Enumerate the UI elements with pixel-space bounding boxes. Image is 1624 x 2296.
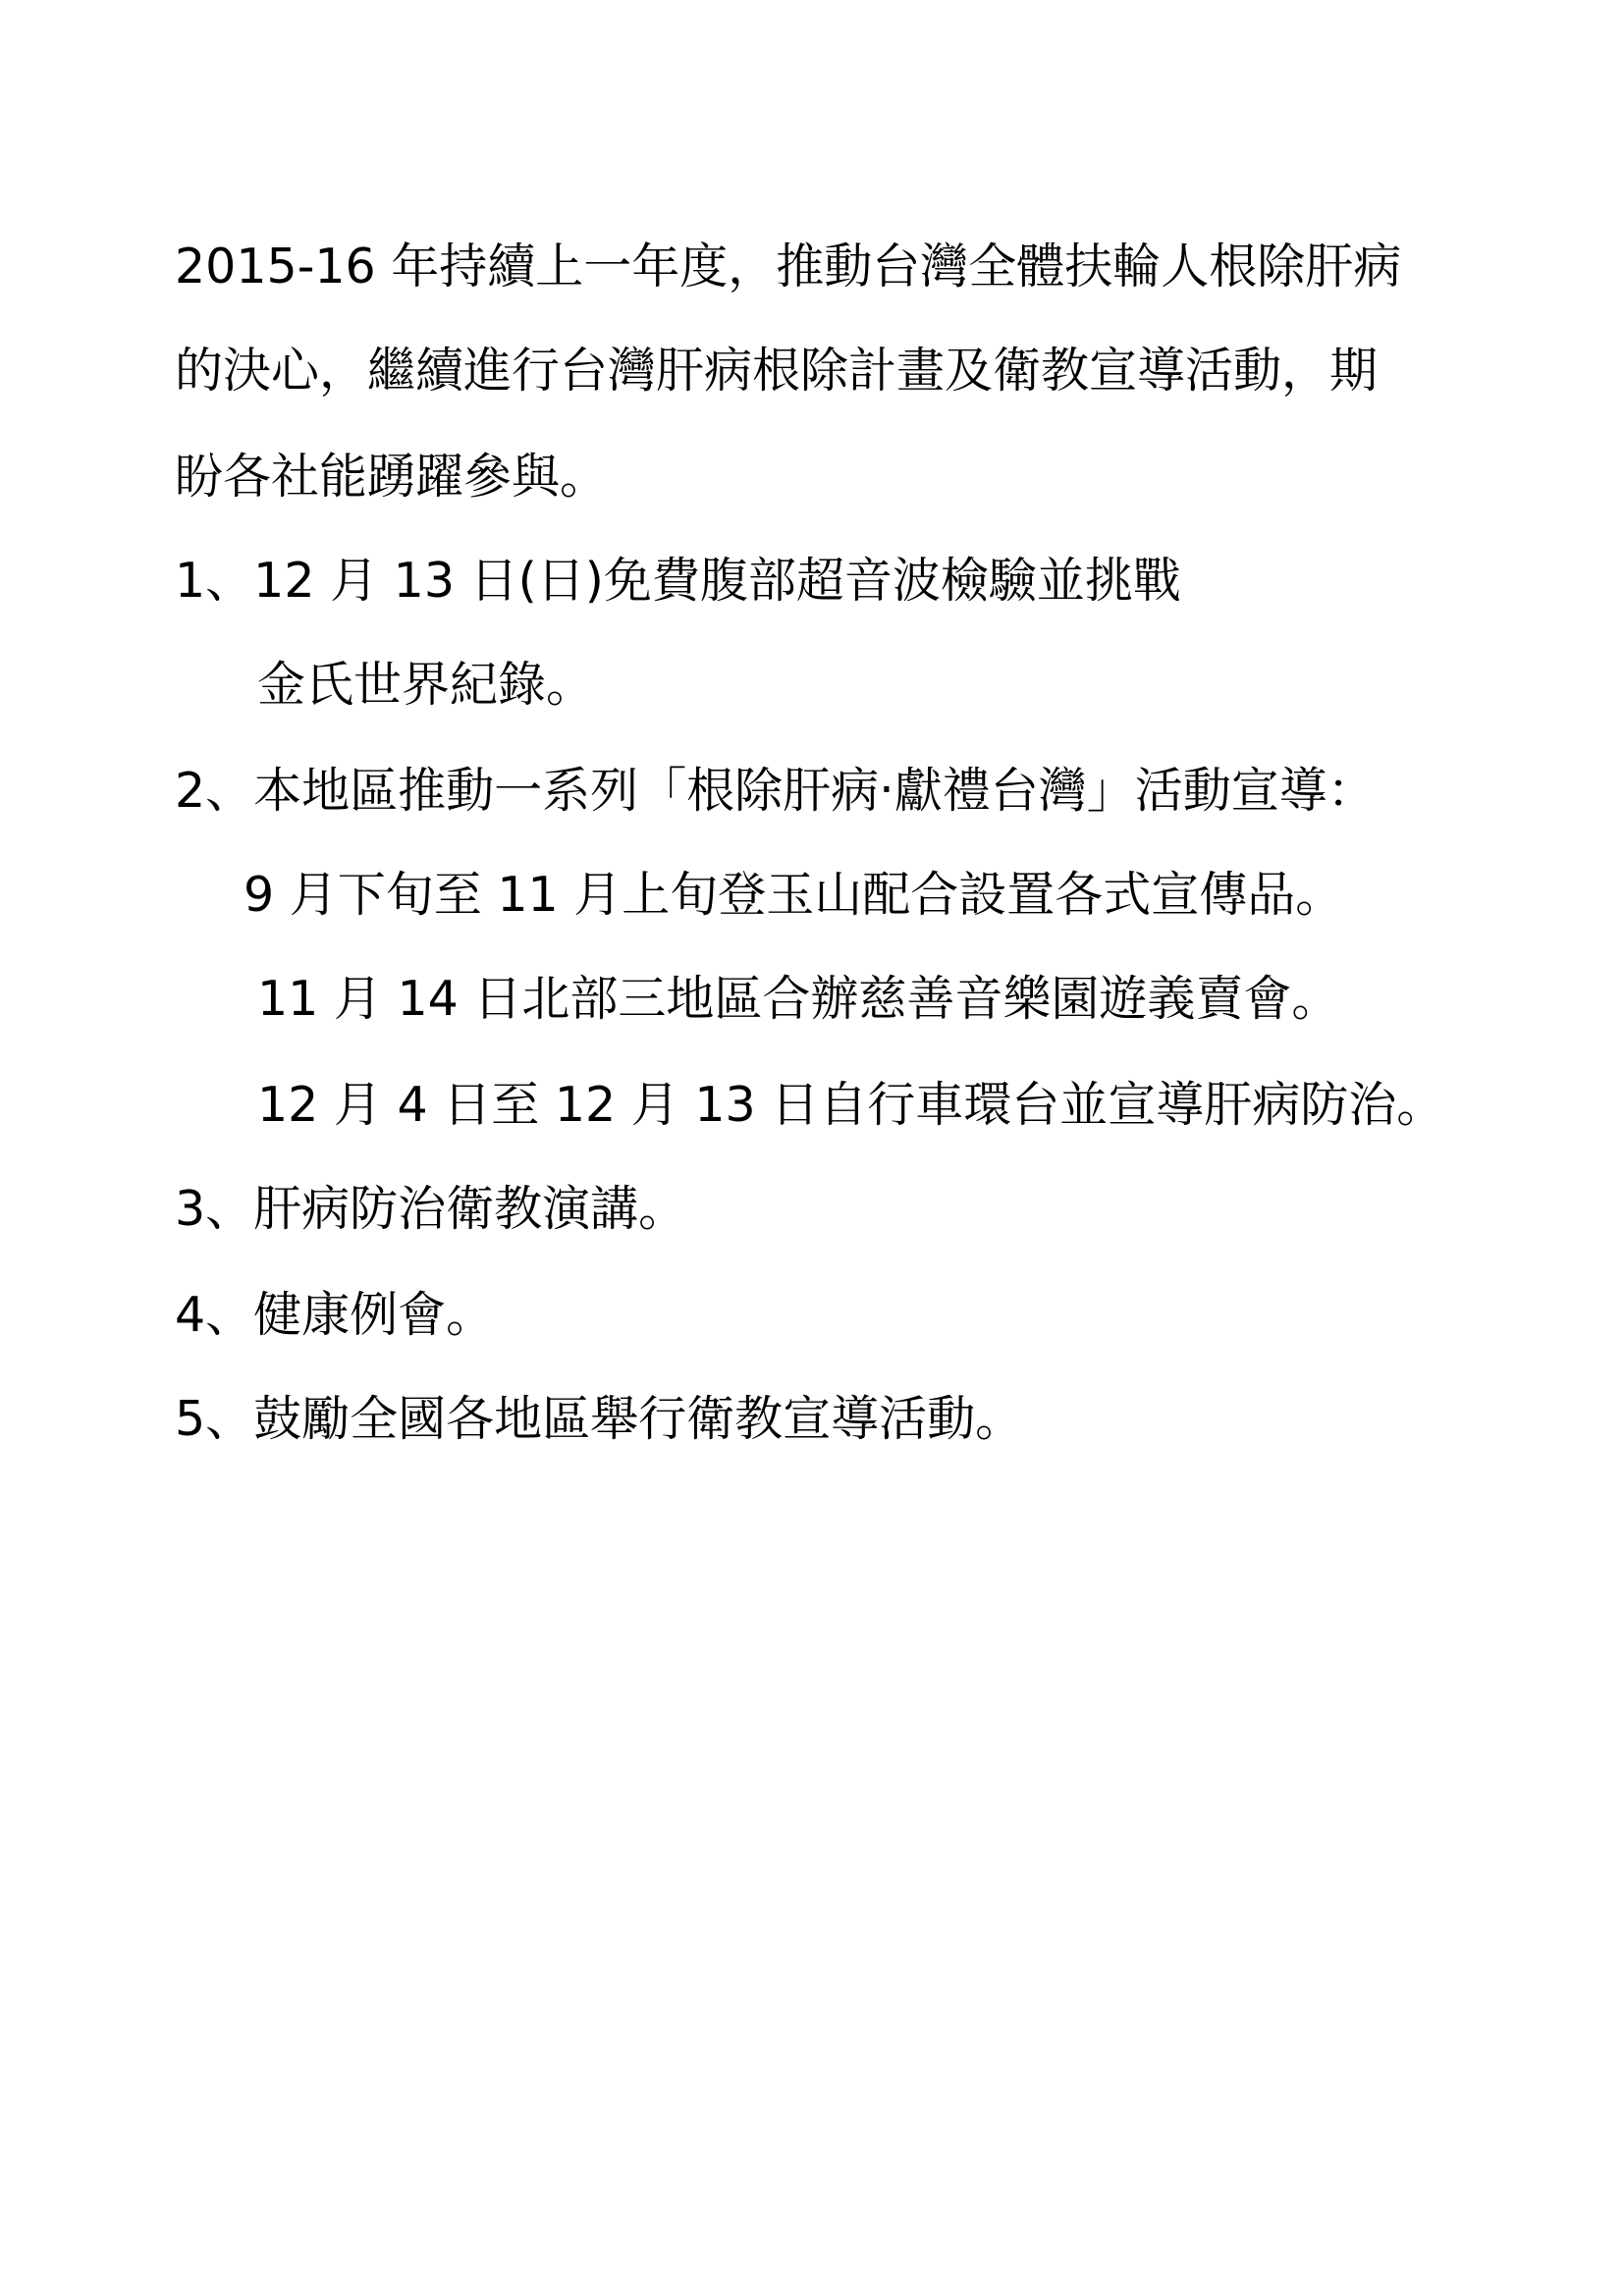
item-1-line-2: 金氏世界紀錄。: [257, 657, 595, 713]
item-2-sub-2: 11 月 14 日北部三地區合辦慈善音樂園遊義賣會。: [257, 971, 1340, 1027]
item-5: 5、鼓勵全國各地區舉行衛教宣導活動。: [175, 1391, 1024, 1447]
item-3: 3、肝病防治衛教演講。: [175, 1181, 687, 1237]
item-1-line-1: 1、12 月 13 日(日)免費腹部超音波檢驗並挑戰: [175, 553, 1181, 609]
item-2-line-1: 2、本地區推動一系列「根除肝病‧獻禮台灣」活動宣導：: [175, 763, 1376, 819]
intro-line-3: 盼各社能踴躍參與。: [175, 449, 609, 505]
intro-line-1: 2015-16 年持續上一年度，推動台灣全體扶輪人根除肝病: [175, 239, 1402, 294]
item-2-sub-1: 9 月下旬至 11 月上旬登玉山配合設置各式宣傳品。: [244, 867, 1344, 923]
intro-line-2: 的決心，繼續進行台灣肝病根除計畫及衛教宣導活動，期: [175, 343, 1379, 399]
item-4: 4、健康例會。: [175, 1287, 495, 1343]
item-2-sub-3: 12 月 4 日至 12 月 13 日自行車環台並宣導肝病防治。: [257, 1077, 1445, 1133]
